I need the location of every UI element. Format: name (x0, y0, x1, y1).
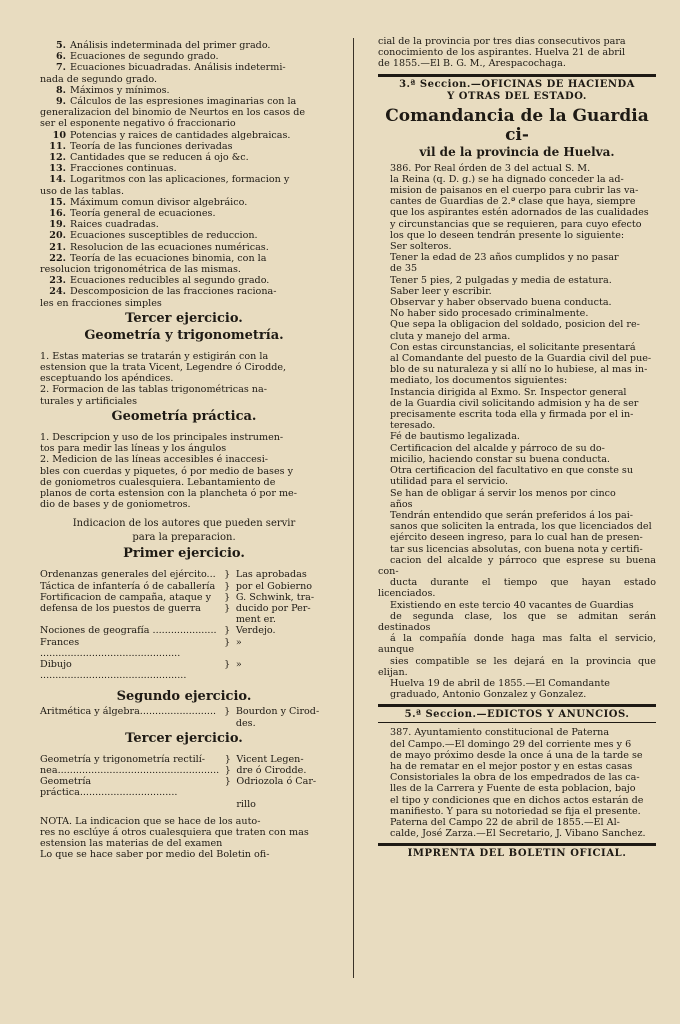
paragraph-line: mision de paisanos en el cuerpo para cubrir las va- (390, 185, 639, 197)
column-divider (353, 38, 354, 978)
comandancia-heading: Comandancia de la Guardia ci- (385, 105, 649, 145)
paragraph-line: y circunstancias que se requieren, para cuyo efecto (390, 218, 642, 230)
author-cell: Odriozola ó Car- (236, 776, 317, 788)
paragraph-line: ejército deseen ingreso, para lo cual han de presen- (390, 532, 643, 544)
requirement-line: Ser solteros. (390, 241, 452, 253)
document-line: Instancia dirigida al Exmo. Sr. Inspector general (390, 386, 627, 398)
author-cell: » (235, 658, 242, 670)
nota-line: Lo que se hace saber por medio del Boletin ofi- (40, 849, 270, 861)
author-table (40, 569, 328, 681)
paragraph-line: esceptuando los apéndices. (40, 373, 174, 385)
numbered-item (40, 62, 328, 73)
paragraph-line: 386. Por Real órden de 3 del actual S. M. (390, 162, 591, 174)
paragraph-line: cial de la provincia por tres dias consecutivos para (378, 36, 626, 47)
paragraph-line: Consistoriales la obra de los empedrados de las ca- (390, 772, 640, 784)
author-row (40, 765, 328, 776)
subject-cell: Nociones de geografía ..................... (40, 625, 217, 637)
item-number: 5. (55, 40, 66, 51)
author-row (40, 776, 328, 798)
brace-cell: } (224, 658, 231, 670)
subject-cell: nea..................................................... (40, 764, 220, 776)
subject-cell (40, 799, 219, 810)
numbered-item (40, 197, 328, 208)
document-line: utilidad para el servicio. (390, 476, 509, 488)
item-text: Raices cuadradas. (70, 219, 159, 231)
author-cell: ducido por Per- (235, 602, 311, 614)
author-cell: des. (235, 717, 256, 729)
paragraph-line: de 1855.—El B. G. M., Arespacochaga. (378, 58, 566, 70)
section-title-line: 3.ª Seccion.—OFICINAS DE HACIENDA (399, 78, 635, 90)
author-cell: rillo (236, 798, 256, 810)
numbered-item (40, 152, 328, 163)
numbered-item (40, 219, 328, 230)
paragraph-line: conocimiento de los aspirantes. Huelva 21 de abril (378, 47, 626, 59)
brace-cell: } (224, 569, 231, 581)
author-cell: Vicent Legen- (236, 753, 304, 765)
author-row (40, 659, 328, 681)
spacer (40, 681, 328, 687)
paragraph-line: Existiendo en este tercio 40 vacantes de Guardias (390, 599, 634, 611)
item-number: 13. (49, 163, 66, 175)
spacer (40, 510, 328, 516)
item-text: Descomposicion de las fracciones raciona- (70, 286, 277, 298)
item-number: 19. (49, 219, 66, 231)
author-row (40, 614, 328, 625)
item-text: Ecuaciones bicuadradas. Análisis indetermi- (70, 62, 286, 74)
indicacion-heading: Indicacion de los autores que pueden servir (72, 518, 296, 530)
paragraph-line: cacion del alcalde y párroco que esprese su buena con- (378, 554, 656, 577)
indicacion-subheading: para la preparacion. (132, 532, 236, 544)
author-cell: por el Gobierno (235, 580, 313, 592)
item-continuation: generalizacion del binomio de Neurtos en los casos de (40, 107, 306, 119)
paragraph-line: calde, José Zarza.—El Secretario, J. Vibano Sanchez. (390, 828, 646, 840)
paragraph-line: sanos que soliciten la entrada, los que licenciados del (390, 521, 652, 533)
paragraph-line: estension que la trata Vicent, Legendre ó Cirodde, (40, 362, 287, 374)
geometria-trigonometria-heading: Geometría y trigonometría. (84, 327, 284, 343)
numbered-item (40, 286, 328, 297)
requirement-line: Observar y haber observado buena conducta. (390, 297, 612, 309)
brace-cell: } (224, 753, 231, 765)
paragraph-line: 2. Formacion de las tablas trigonométricas na- (40, 384, 267, 396)
numbered-item (40, 130, 328, 141)
author-cell: G. Schwink, tra- (235, 591, 315, 603)
right-column (378, 36, 656, 860)
paragraph-line: Huelva 19 de abril de 1855.—El Comandante (390, 677, 610, 689)
item-continuation: uso de las tablas. (40, 185, 125, 197)
paragraph-line: sies compatible se les dejará en la provincia que elijan. (378, 655, 656, 678)
paragraph-line: tar sus licencias absolutas, con buena nota y certifi- (390, 543, 643, 555)
comandancia-subheading: vil de la provincia de Huelva. (419, 144, 615, 159)
paragraph-line: lles de la Carrera y Fuente de esta poblacion, bajo (390, 783, 636, 795)
numbered-item (40, 40, 328, 51)
item-continuation: nada de segundo grado. (40, 73, 157, 85)
subject-cell: Aritmética y álgebra......................... (40, 706, 217, 718)
item-text: Teoría general de ecuaciones. (70, 208, 216, 220)
numbered-item (40, 51, 328, 62)
requirement-line: Tener la edad de 23 años cumplidos y no pasar (390, 252, 619, 264)
subject-cell: Fortificacion de campaña, ataque y (40, 591, 212, 603)
item-text: Resolucion de las ecuaciones numéricas. (70, 241, 269, 253)
brace-cell (219, 718, 236, 729)
document-line: precisamente escrita toda ella y firmada por el in- (390, 409, 634, 421)
item-continuation: ser el esponente negativo ó fraccionario (40, 118, 236, 130)
primer-ejercicio-heading: Primer ejercicio. (123, 546, 245, 562)
left-column (40, 40, 328, 861)
segundo-ejercicio-heading: Segundo ejercicio. (116, 689, 252, 705)
item-text: Fracciones continuas. (70, 163, 177, 175)
brace-cell: } (224, 776, 231, 788)
subject-cell: Geometría y trigonometría rectilí- (40, 753, 206, 765)
brace-cell: } (224, 636, 231, 648)
brace-cell (219, 799, 236, 810)
paragraph-line: del Campo.—El domingo 29 del corriente mes y 6 (390, 738, 632, 750)
brace-cell: } (224, 602, 231, 614)
document-line: micilio, haciendo constar su buena conducta. (390, 453, 610, 465)
subject-cell: Dibujo ................................................ (40, 658, 187, 682)
item-number: 12. (49, 152, 66, 164)
item-number: 11. (49, 140, 66, 152)
subject-cell: Geometría práctica................................ (40, 776, 178, 799)
paragraph-line: de mayo próximo desde la once á una de la tarde se (390, 749, 643, 761)
paragraph-line: la Reina (q. D. g.) se ha dignado conceder la ad- (390, 173, 624, 185)
brace-cell: } (224, 625, 231, 637)
author-cell: Bourdon y Cirod- (235, 706, 320, 718)
author-row (40, 569, 328, 580)
item-continuation: les en fracciones simples (40, 297, 162, 309)
requirement-line: Saber leer y escribir. (390, 285, 492, 297)
item-number: 9. (55, 96, 66, 108)
paragraph-line: 1. Descripcion y uso de los principales instrumen- (40, 431, 284, 443)
section-rule (378, 74, 656, 77)
author-row (40, 706, 328, 717)
author-cell: Las aprobadas (235, 569, 307, 581)
numbered-item (40, 96, 328, 107)
item-text: Máximos y mínimos. (70, 84, 170, 96)
subject-cell (40, 718, 219, 729)
author-row (40, 754, 328, 765)
paragraph-line: dio de bases y de goniometros. (40, 499, 191, 511)
subject-cell: Frances .............................................. (40, 636, 181, 659)
item-continuation: resolucion trigonométrica de las mismas. (40, 264, 241, 276)
paragraph-line: Con estas circunstancias, el solicitante presentará (390, 341, 636, 353)
subject-cell: Ordenanzas generales del ejército... (40, 569, 216, 581)
item-number: 15. (49, 196, 66, 208)
numbered-item (40, 208, 328, 219)
section-rule (378, 704, 656, 707)
item-number: 21. (49, 241, 66, 253)
item-text: Teoría de las funciones derivadas (70, 140, 233, 152)
requirement-line: Que sepa la obligacion del soldado, posicion del re- (390, 319, 640, 331)
author-cell: dre ó Cirodde. (236, 764, 307, 776)
item-text: Ecuaciones susceptibles de reduccion. (70, 230, 258, 242)
brace-cell: } (224, 764, 231, 776)
author-row (40, 718, 328, 729)
subject-cell: defensa de los puestos de guerra (40, 602, 201, 614)
item-text: Potencias y raices de cantidades algebraicas. (70, 129, 291, 141)
item-number: 7. (55, 62, 66, 74)
numbered-item (40, 163, 328, 174)
item-text: Cálculos de las espresiones imaginarias con la (70, 96, 297, 108)
document-line: teresado. (390, 420, 436, 432)
paragraph-line: de segunda clase, los que se admitan serán destinados (378, 610, 656, 633)
author-row (40, 603, 328, 614)
author-row (40, 592, 328, 603)
numbered-item (40, 242, 328, 253)
numbered-item (40, 174, 328, 185)
numbered-item (40, 85, 328, 96)
paragraph-line: ducta durante el tiempo que hayan estado licenciados. (378, 577, 656, 600)
numbered-item (40, 275, 328, 286)
paragraph-line: el tipo y condiciones que en dichos actos estarán de (390, 794, 644, 806)
numbered-item (40, 141, 328, 152)
section5-heading: 5.ª Seccion.—EDICTOS Y ANUNCIOS. (404, 709, 630, 721)
document-line: Otra certificacion del facultativo en que conste su (390, 465, 634, 477)
nota-line: NOTA. La indicacion que se hace de los auto- (40, 815, 261, 827)
paragraph-line: Paterna del Campo 22 de abril de 1855.—El Al- (390, 816, 620, 828)
item-number: 23. (49, 275, 66, 287)
paragraph-line: á la compañía donde haga mas falta el servicio, aunque (378, 633, 656, 656)
paragraph-line: 1. Estas materias se tratarán y estigirán con la (40, 350, 269, 362)
paragraph-line: graduado, Antonio Gonzalez y Gonzalez. (390, 689, 587, 701)
paragraph-line: 387. Ayuntamiento constitucional de Paterna (390, 727, 610, 739)
section-rule-thin (378, 722, 656, 723)
requirement-line: No haber sido procesado criminalmente. (390, 308, 589, 320)
item-number: 10 (52, 129, 66, 141)
paragraph-line: de goniometros cualesquiera. Lebantamiento de (40, 476, 276, 488)
document-line: Fé de bautismo legalizada. (390, 431, 520, 443)
brace-cell (219, 614, 236, 625)
item-text: Cantidades que se reducen á ojo &c. (70, 152, 249, 164)
item-text: Teoría de las ecuaciones binomia, con la (70, 252, 267, 264)
author-table (40, 754, 328, 810)
paragraph-line: Tendrán entendido que serán preferidos á los pai- (390, 509, 634, 521)
item-number: 24. (49, 286, 66, 298)
item-number: 22. (49, 252, 66, 264)
tercer-ejercicio-heading-2: Tercer ejercicio. (125, 730, 243, 746)
section-title-line: Y OTRAS DEL ESTADO. (447, 90, 587, 102)
brace-cell: } (224, 580, 231, 592)
requirement-line: cluta y manejo del arma. (390, 330, 511, 342)
author-cell: ment er. (235, 614, 276, 626)
author-row (40, 581, 328, 592)
nota-line: estension las materias de del examen (40, 838, 223, 850)
item-text: Máximum comun divisor algebráico. (70, 196, 248, 208)
author-row (40, 637, 328, 659)
paragraph-line: 2. Medicion de las líneas accesibles é inaccesi- (40, 454, 269, 466)
paragraph-line: blo de su naturaleza y si allí no lo hubiese, al mas in- (390, 364, 648, 376)
subject-cell: Táctica de infantería ó de caballería (40, 580, 216, 592)
tercer-ejercicio-heading: Tercer ejercicio. (125, 310, 243, 326)
requirement-line: de 35 (390, 263, 418, 275)
imprenta-footer: IMPRENTA DEL BOLETIN OFICIAL. (407, 848, 627, 860)
paragraph-line: tos para medir las líneas y los ángulos (40, 443, 227, 455)
requirement-line: Tener 5 pies, 2 pulgadas y media de estatura. (390, 274, 612, 286)
item-text: Análisis indeterminada del primer grado. (70, 40, 271, 51)
paragraph-line: planos de corta estension con la plancheta ó por me- (40, 487, 297, 499)
document-line: de la Guardia civil solicitando admision y ha de ser (390, 397, 639, 409)
paragraph-line: manifiesto. Y para su notoriedad se fija el presente. (390, 805, 641, 817)
numbered-item (40, 253, 328, 264)
author-row (40, 625, 328, 636)
item-number: 16. (49, 208, 66, 220)
paragraph-line: ha de rematar en el mejor postor y en estas casas (390, 760, 633, 772)
author-table (40, 706, 328, 728)
item-text: Logaritmos con las aplicaciones, formacion y (70, 174, 290, 186)
paragraph-line: bles con cuerdas y piquetes, ó por medio de bases y (40, 465, 294, 477)
document-line: años (390, 498, 413, 510)
author-cell: Verdejo. (235, 625, 276, 637)
item-text: Ecuaciones reducibles al segundo grado. (70, 275, 270, 287)
author-cell: » (235, 636, 242, 648)
paragraph-line: cantes de Guardias de 2.ª clase que haya, siempre (390, 196, 636, 208)
footer-rule (378, 843, 656, 846)
paragraph-line: al Comandante del puesto de la Guardia civil del pue- (390, 353, 652, 365)
item-text: Ecuaciones de segundo grado. (70, 51, 219, 63)
brace-cell: } (224, 706, 231, 718)
paragraph-line: mediato, los documentos siguientes: (390, 375, 568, 387)
paragraph-line: que los aspirantes estén adornados de las cualidades (390, 207, 649, 219)
document-line: Se han de obligar á servir los menos por cinco (390, 487, 616, 499)
brace-cell: } (224, 591, 231, 603)
item-number: 14. (49, 174, 66, 186)
paragraph-line: turales y artificiales (40, 395, 137, 407)
numbered-item (40, 230, 328, 241)
nota-line: res no esclúye á otros cualesquiera que traten con mas (40, 826, 309, 838)
author-row (40, 799, 328, 810)
document-line: Certificacion del alcalde y párroco de su do- (390, 442, 605, 454)
item-number: 20. (49, 230, 66, 242)
geometria-practica-heading: Geometría práctica. (111, 408, 257, 424)
paragraph-line: los que lo deseen tendrán presente lo siguiente: (390, 229, 625, 241)
item-number: 8. (55, 84, 66, 96)
subject-cell (40, 614, 219, 625)
item-number: 6. (55, 51, 66, 63)
